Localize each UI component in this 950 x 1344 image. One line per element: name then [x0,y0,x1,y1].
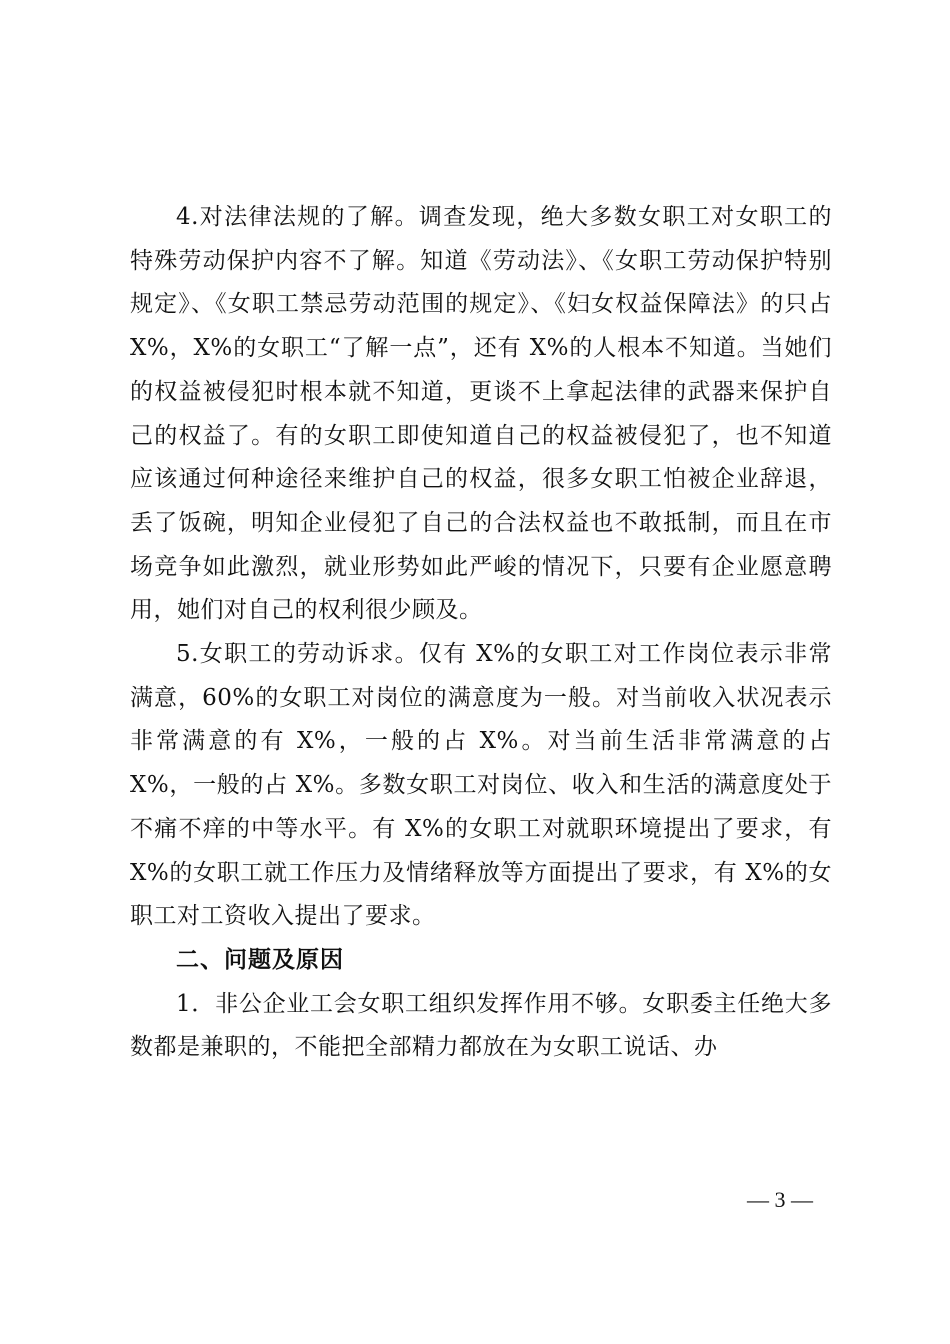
page-number: — 3 — [747,1187,813,1212]
paragraph-legal-awareness: 4.对法律法规的了解。调查发现，绝大多数女职工对女职工的特殊劳动保护内容不了解。知道《劳动法》、《女职工劳动保护特别规定》、《女职工禁忌劳动范围的规定》、《妇女权益保障法》的只占 X%，X%的女职工“了解一点”，还有 X%的人根本不知道。当她们的权益被侵犯时根本就不知道，更谈不上拿起法律的武器来保护自己的权益了。有的女职工即使知道自己的权益被侵犯了，也不知道应该通过何种途径来维护自己的权益，很多女职工怕被企业辞退，丢了饭碗，明知企业侵犯了自己的合法权益也不敢抵制，而且在市场竞争如此激烈，就业形势如此严峻的情况下，只要有企业愿意聘用，她们对自己的权利很少顾及。 [130,204,832,624]
section-heading-problems: 二、问题及原因 [176,946,344,973]
document-page [130,196,832,1070]
paragraph-union-role: 1．非公企业工会女职工组织发挥作用不够。女职委主任绝大多数都是兼职的，不能把全部精力都放在为女职工说话、办 [130,990,832,1061]
paragraph-labor-demands: 5.女职工的劳动诉求。仅有 X%的女职工对工作岗位表示非常满意，60%的女职工对岗位的满意度为一般。对当前收入状况表示非常满意的有 X%，一般的占 X%。对当前生活非常满意的占 X%，一般的占 X%。多数女职工对岗位、收入和生活的满意度处于不痛不痒的中等水平。有 X%的女职工对就职环境提出了要求，有 X%的女职工就工作压力及情绪释放等方面提出了要求，有 X%的女职工对工资收入提出了要求。 [130,641,832,930]
